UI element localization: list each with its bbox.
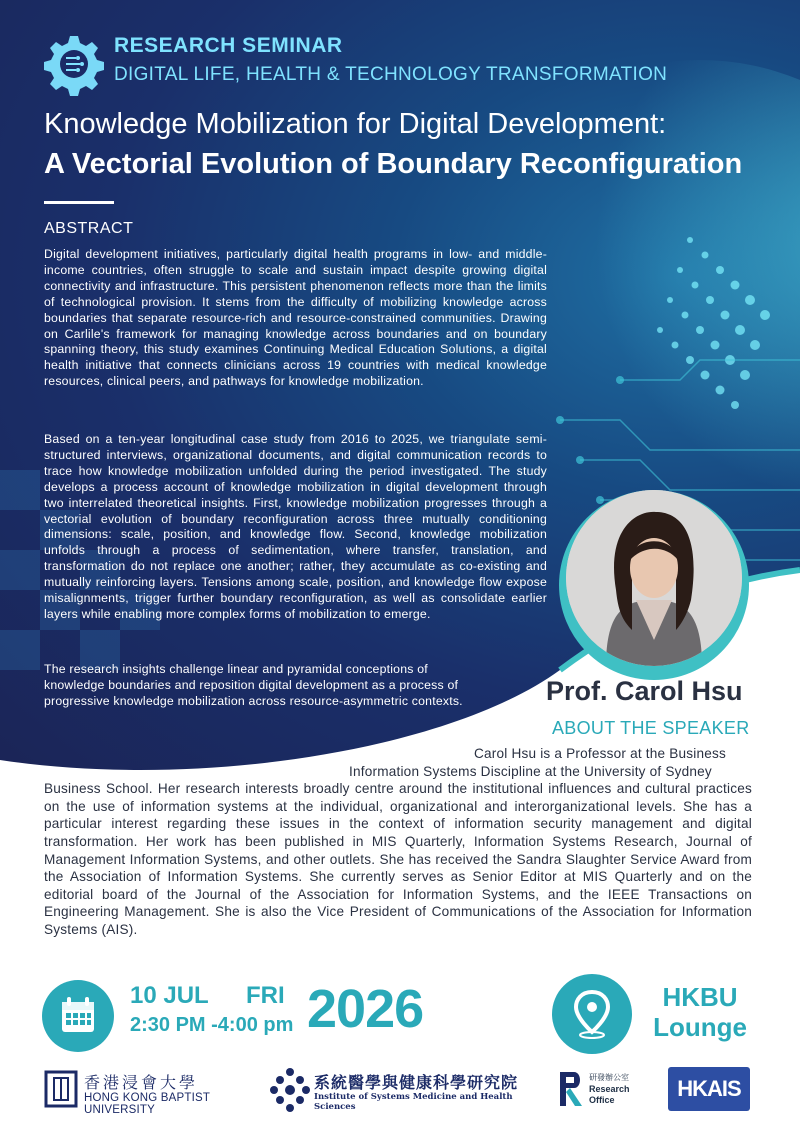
hkbu-logo	[44, 1068, 254, 1116]
bio-lead-line1: Carol Hsu is a Professor at the Business	[474, 746, 727, 761]
event-date: 10 JUL	[130, 982, 209, 1009]
venue-line2: Lounge	[653, 1012, 747, 1042]
venue-line1: HKBU	[662, 982, 738, 1012]
isms-name-cn: 系統醫學與健康科學研究院	[314, 1073, 519, 1092]
abstract-paragraph-1: Digital development initiatives, particularly digital health programs in low- and middle-income countries, often struggle to scale and sustain impact despite growing digital connectivity and infrastructure. This persistent phenomenon reflects more than the limits of technological provision. It stems from the difficulty of mobilizing knowledge across boundaries that separate resource-rich and resource-constrained communities. Drawing on Carlile's framework for managing knowledge across boundaries and on boundary spanning theory, this study examines Continuing Medical Education Solutions, a digital health initiative that connects clinicians across 19 countries with medical knowledge resources, clinical peers, and pathways for knowledge mobilization.	[44, 247, 547, 389]
research-office-logo	[556, 1068, 646, 1112]
calendar-icon	[42, 980, 114, 1052]
title-line1: Knowledge Mobilization for Digital Development:	[44, 108, 667, 140]
abstract-heading: ABSTRACT	[44, 220, 134, 237]
speaker-bio	[44, 745, 752, 939]
title-divider	[44, 201, 114, 204]
location-icon-badge	[552, 974, 632, 1054]
gear-circuit-icon	[40, 30, 106, 96]
event-year: 2026	[307, 979, 424, 1039]
isms-dots-icon	[268, 1066, 312, 1112]
location-pin-icon	[552, 974, 632, 1054]
bio-body: Business School. Her research interests broadly centre around the institutional influences and cultural practices on the use of information systems at the individual, organizational and interorganizational levels. She has a particular interest regarding these issues in the context of information security management and digital transformation. Her work has been published in MIS Quarterly, Information Systems Research, Journal of Management Information Systems, and other outlets. She has received the Sandra Slaughter Service Award from the Association of Information Systems. She currently serves as Senior Editor at MIS Quarterly and on the editorial board of the Journal of the Association for Information Systems, and the IEEE Transactions on Engineering Management. She is also the Vice President of Communications of the Association for Information Systems (AIS).	[44, 781, 752, 937]
title-line2: A Vectorial Evolution of Boundary Reconfiguration	[44, 148, 743, 180]
event-day: FRI	[246, 982, 285, 1009]
hkbu-name-cn: 香港浸會大學	[84, 1073, 199, 1092]
hkais-logo-text: HKAIS	[677, 1076, 741, 1101]
research-office-en-2: Office	[589, 1095, 615, 1105]
speaker-name: Prof. Carol Hsu	[546, 676, 743, 706]
event-time: 2:30 PM -4:00 pm	[130, 1014, 294, 1036]
research-office-r-icon	[556, 1068, 586, 1110]
hkbu-crest-icon	[44, 1070, 78, 1108]
calendar-icon-badge	[42, 980, 114, 1052]
hkais-logo	[668, 1067, 750, 1111]
about-speaker-heading: ABOUT THE SPEAKER	[552, 718, 750, 738]
speaker-photo	[566, 490, 742, 666]
bio-lead-line2: Information Systems Discipline at the University of Sydney	[349, 763, 712, 779]
research-office-en-1: Research	[589, 1084, 630, 1094]
isms-name-en: Institute of Systems Medicine and Health Sciences	[314, 1092, 513, 1112]
abstract-paragraph-3: The research insights challenge linear and pyramidal conceptions of knowledge boundaries and reposition digital development as a process of progressive knowledge mobilization across resource-asymmetric contexts.	[44, 662, 463, 708]
abstract-paragraph-2: Based on a ten-year longitudinal case study from 2016 to 2025, we triangulate semi-structured interviews, organizational documents, and digital communication records to trace how knowledge mobilization unfolded during the period investigated. The study develops a process account of knowledge mobilization in digital development through two interrelated theoretical insights. First, knowledge mobilization progresses through a vectorial evolution of boundary reconfiguration across three mutually conditioning dimensions: scale, position, and knowledge flow. Second, knowledge mobilization unfolds through a process of sedimentation, where transfer, translation, and transformation do not replace one another; rather, they accumulate as co-existing and mutually reinforcing layers. Tensions among scale, position, and knowledge flow expose misalignments, trigger further boundary reconfiguration, as well as consolidate earlier layers while enabling more complex forms of mobilization to emerge.	[44, 432, 547, 621]
series-label: DIGITAL LIFE, HEALTH & TECHNOLOGY TRANSFORMATION	[114, 64, 668, 85]
isms-logo	[268, 1066, 528, 1112]
research-office-cn: 研發辦公室	[589, 1073, 629, 1082]
hkbu-name-en: HONG KONG BAPTIST UNIVERSITY	[84, 1092, 210, 1116]
seminar-label: RESEARCH SEMINAR	[114, 34, 343, 57]
